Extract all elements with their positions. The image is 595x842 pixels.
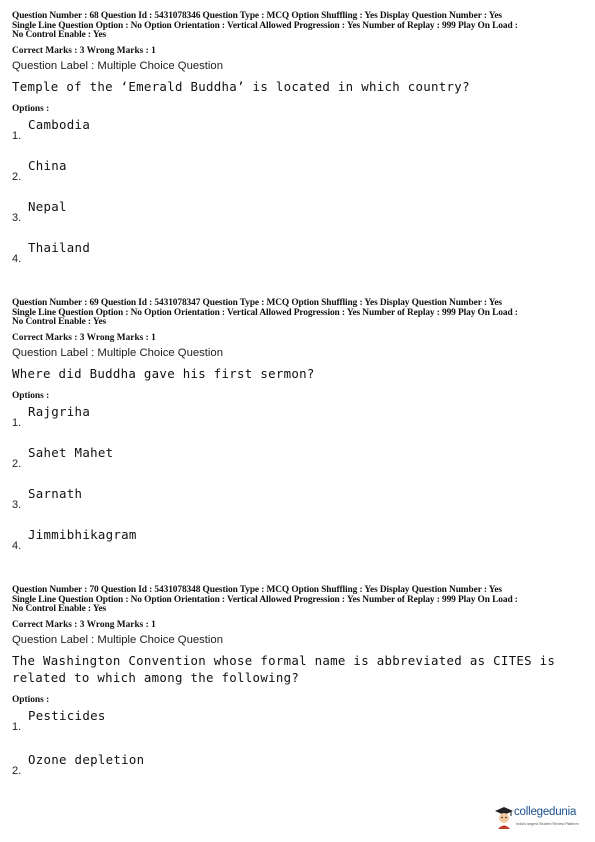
question-block-69: [12, 299, 582, 565]
options-heading: Options :: [12, 103, 50, 114]
meta-line: Question Number : 69 Question Id : 5431078347 Question Type : MCQ Option Shuffling : Yes Display Question Number : Yes: [12, 298, 502, 308]
meta-line: No Control Enable : Yes: [12, 604, 107, 615]
option-number: 4.: [12, 252, 22, 265]
collegedunia-logo: [494, 804, 590, 836]
graduate-mascot-icon: [494, 805, 514, 831]
question-meta: [12, 12, 582, 41]
option-item[interactable]: [12, 114, 582, 155]
meta-line: Question Number : 68 Question Id : 5431078346 Question Type : MCQ Option Shuffling : Yes Display Question Number : Yes: [12, 11, 502, 21]
option-number: 2.: [12, 170, 22, 183]
question-block-68: [12, 12, 582, 278]
option-item[interactable]: [12, 442, 582, 483]
option-list: [12, 114, 582, 278]
question-meta: [12, 299, 582, 328]
question-text: Where did Buddha gave his first sermon?: [12, 365, 315, 381]
question-label: Question Label : Multiple Choice Question: [12, 633, 223, 646]
option-text: Nepal: [28, 198, 67, 214]
options-heading: Options :: [12, 694, 50, 705]
option-number: 1.: [12, 720, 22, 733]
option-number: 4.: [12, 539, 22, 552]
question-text: Temple of the ‘Emerald Buddha’ is located in which country?: [12, 78, 470, 94]
option-item[interactable]: [12, 524, 582, 565]
option-text: Rajgriha: [28, 403, 91, 419]
marks-line: Correct Marks : 3 Wrong Marks : 1: [12, 332, 156, 343]
option-item[interactable]: [12, 155, 582, 196]
option-number: 1.: [12, 129, 22, 142]
option-number: 3.: [12, 498, 22, 511]
logo-tagline: India's largest Student Review Platform: [516, 822, 579, 826]
question-text-line: related to which among the following?: [12, 669, 300, 685]
option-text: Cambodia: [28, 116, 91, 132]
option-number: 1.: [12, 416, 22, 429]
option-text: Thailand: [28, 239, 91, 255]
option-item[interactable]: [12, 237, 582, 278]
options-heading: Options :: [12, 390, 50, 401]
option-text: Sarnath: [28, 485, 83, 501]
meta-line: Question Number : 70 Question Id : 5431078348 Question Type : MCQ Option Shuffling : Yes Display Question Number : Yes: [12, 585, 502, 595]
question-label: Question Label : Multiple Choice Question: [12, 346, 223, 359]
option-item[interactable]: [12, 196, 582, 237]
option-item[interactable]: [12, 401, 582, 442]
meta-line: No Control Enable : Yes: [12, 317, 107, 328]
meta-line: Single Line Question Option : No Option Orientation : Vertical Allowed Progression : Yes Number of Replay : 999 Play On Load :: [12, 20, 518, 31]
option-text: China: [28, 157, 67, 173]
option-text: Jimmibhikagram: [28, 526, 137, 542]
option-number: 3.: [12, 211, 22, 224]
option-text: Pesticides: [28, 707, 106, 723]
option-list: [12, 705, 582, 790]
question-block-70: [12, 586, 582, 790]
option-item[interactable]: [12, 705, 582, 746]
option-item[interactable]: [12, 749, 582, 790]
meta-line: Single Line Question Option : No Option Orientation : Vertical Allowed Progression : Yes Number of Replay : 999 Play On Load :: [12, 594, 518, 605]
option-text: Sahet Mahet: [28, 444, 114, 460]
option-item[interactable]: [12, 483, 582, 524]
meta-line: Single Line Question Option : No Option Orientation : Vertical Allowed Progression : Yes Number of Replay : 999 Play On Load :: [12, 307, 518, 318]
logo-name: collegedunia: [514, 806, 577, 818]
marks-line: Correct Marks : 3 Wrong Marks : 1: [12, 619, 156, 630]
option-list: [12, 401, 582, 565]
question-text: [12, 652, 582, 686]
question-meta: [12, 586, 582, 615]
meta-line: No Control Enable : Yes: [12, 30, 107, 41]
marks-line: Correct Marks : 3 Wrong Marks : 1: [12, 45, 156, 56]
question-text-line: The Washington Convention whose formal name is abbreviated as CITES is: [12, 652, 556, 668]
option-text: Ozone depletion: [28, 751, 145, 767]
question-label: Question Label : Multiple Choice Question: [12, 59, 223, 72]
option-number: 2.: [12, 764, 22, 777]
option-number: 2.: [12, 457, 22, 470]
